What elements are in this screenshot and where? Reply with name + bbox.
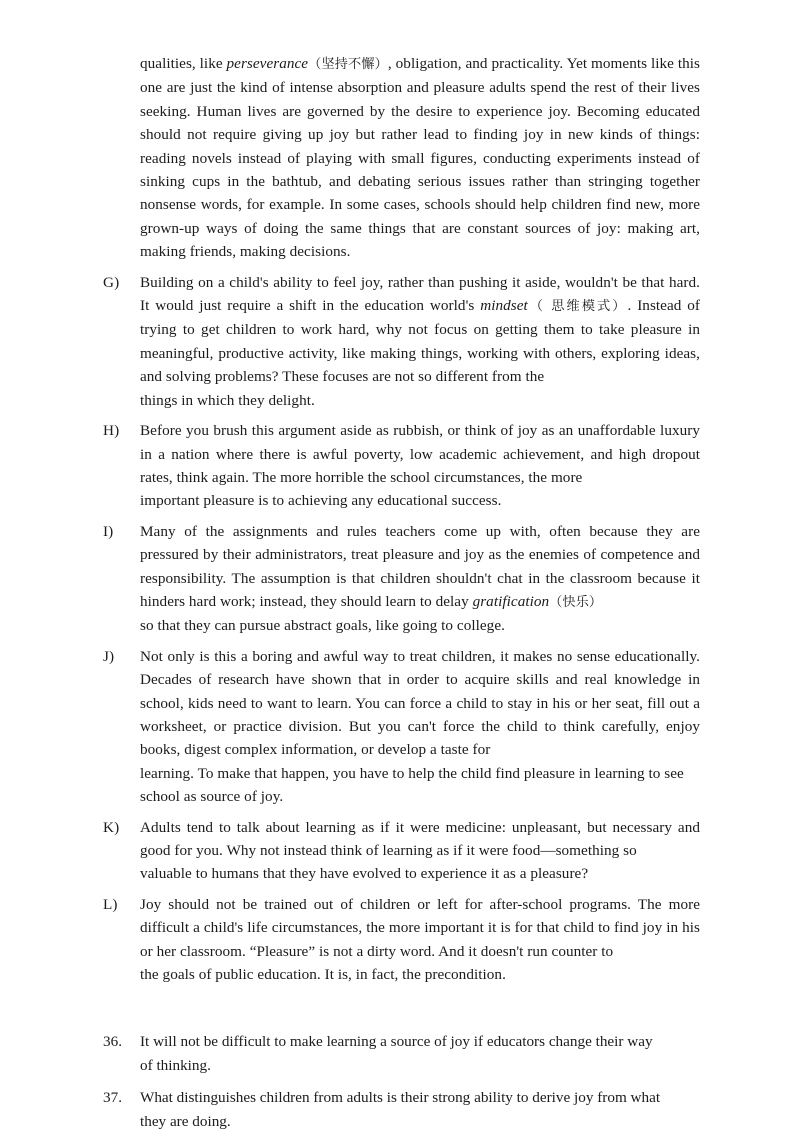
paragraph-label-g: G): [103, 273, 120, 291]
paragraph-h: [103, 419, 700, 513]
question-number: 37.: [103, 1089, 122, 1107]
italic-term: mindset: [480, 297, 528, 315]
paragraph-last-line: learning. To make that happen, you have to help the child find pleasure in learning to see school as source of joy.: [140, 764, 684, 806]
paragraph-text-h: [140, 419, 700, 513]
question-statement: [140, 1030, 700, 1077]
paragraph-text-lead: Many of the assignments and rules teachers come up with, often because they are pressured by their administrators, treat pleasure and joy as the enemies of competence and responsibility. The assumption is that children shouldn't chat in the classroom because it hinders hard work; instead, they should learn to delay: [140, 522, 700, 610]
paragraph-text-j: [140, 645, 700, 809]
question-statement: [140, 1086, 700, 1133]
chinese-gloss: （快乐）: [549, 594, 603, 610]
paragraph-text-g: [140, 271, 700, 412]
chinese-gloss: （ 思维模式）: [527, 299, 628, 315]
question-number: 36.: [103, 1033, 122, 1051]
paragraph-last-line: valuable to humans that they have evolved to experience it as a pleasure?: [140, 865, 589, 883]
paragraph-text-rest: , obligation, and practicality. Yet moments like this one are just the kind of intense absorption and pleasure adults spend the rest of their lives seeking. Human lives are governed by the desire to experience joy. Becoming educated should not require giving up joy but rather lead to finding joy in new kinds of things: reading novels instead of playing with small figures, conducting experiments instead of sinking cups in the bathtub, and debating serious issues rather than stringing together nonsense words, for example. In some cases, schools should help children find new, more grown-up ways of doing the same things that are constant sources of joy: making art, making friends, making decisions.: [140, 55, 700, 261]
question-statement-lead: What distinguishes children from adults is their strong ability to derive joy from what: [140, 1089, 661, 1107]
paragraph-label-h: H): [103, 422, 120, 440]
paragraph-last-line: so that they can pursue abstract goals, like going to college.: [140, 617, 505, 635]
paragraph-i: [103, 520, 700, 638]
paragraph-text-lead: Not only is this a boring and awful way to treat children, it makes no sense educationally. Decades of research have shown that in order to acquire skills and real knowledge in school, kids need to want to learn. You can force a child to stay in his or her seat, fill out a worksheet, or practice division. But you can't force the child to think carefully, enjoy books, digest complex information, or develop a taste for: [140, 647, 700, 759]
question-statement-tail: of thinking.: [140, 1056, 211, 1074]
paragraph-j: [103, 645, 700, 809]
italic-term: perseverance: [226, 55, 309, 72]
paragraph-text-lead: Before you brush this argument aside as rubbish, or think of joy as an unaffordable luxury in a nation where there is awful poverty, low academic achievement, and high dropout rates, think again. The more horrible the school circumstances, the more: [140, 422, 700, 486]
paragraph-text-lead: Adults tend to talk about learning as if it were medicine: unpleasant, but necessary and good for you. Why not instead think of learning as if it were food—something so: [140, 818, 700, 859]
chinese-gloss: （坚持不懈）: [308, 57, 388, 72]
question-37: [103, 1086, 700, 1133]
question-36: [103, 1030, 700, 1077]
paragraph-text-lead: qualities, like: [140, 55, 227, 72]
paragraph-label-l: L): [103, 895, 118, 913]
paragraph-text-l: [140, 893, 700, 987]
paragraph-label-i: I): [103, 522, 114, 540]
paragraph-label-k: K): [103, 818, 120, 836]
paragraph-k: [103, 816, 700, 886]
paragraph-label-j: J): [103, 647, 115, 665]
paragraph-text: [140, 52, 700, 264]
question-list: [103, 1030, 700, 1133]
paragraph-text-lead: Building on a child's ability to feel joy, rather than pushing it aside, wouldn't be that hard. It would just require a shift in the education world's: [140, 273, 700, 315]
italic-term: gratification: [472, 592, 550, 610]
question-statement-lead: It will not be difficult to make learning a source of joy if educators change their way: [140, 1033, 653, 1051]
paragraph-text-k: [140, 816, 700, 886]
paragraph-l: [103, 893, 700, 987]
paragraph-last-line: the goals of public education. It is, in fact, the precondition.: [140, 966, 506, 984]
page-content: [103, 52, 700, 1142]
paragraph-text-i: [140, 520, 700, 638]
paragraph-last-line: important pleasure is to achieving any educational success.: [140, 492, 502, 510]
paragraph-text-lead: Joy should not be trained out of children or left for after-school programs. The more difficult a child's life circumstances, the more important it is for that child to find joy in his or her classroom. “Pleasure” is not a dirty word. And it doesn't run counter to: [140, 895, 700, 960]
paragraph-g: [103, 271, 700, 412]
question-statement-tail: they are doing.: [140, 1112, 231, 1130]
paragraph-last-line: things in which they delight.: [140, 391, 315, 409]
paragraph-text-rest: . Instead of trying to get children to work hard, why not focus on getting them to take pleasure in meaningful, productive activity, like making things, working with others, exploring ideas, and solving problems? These focuses are not so different from the: [140, 297, 701, 386]
paragraph-continuation: [103, 52, 700, 264]
